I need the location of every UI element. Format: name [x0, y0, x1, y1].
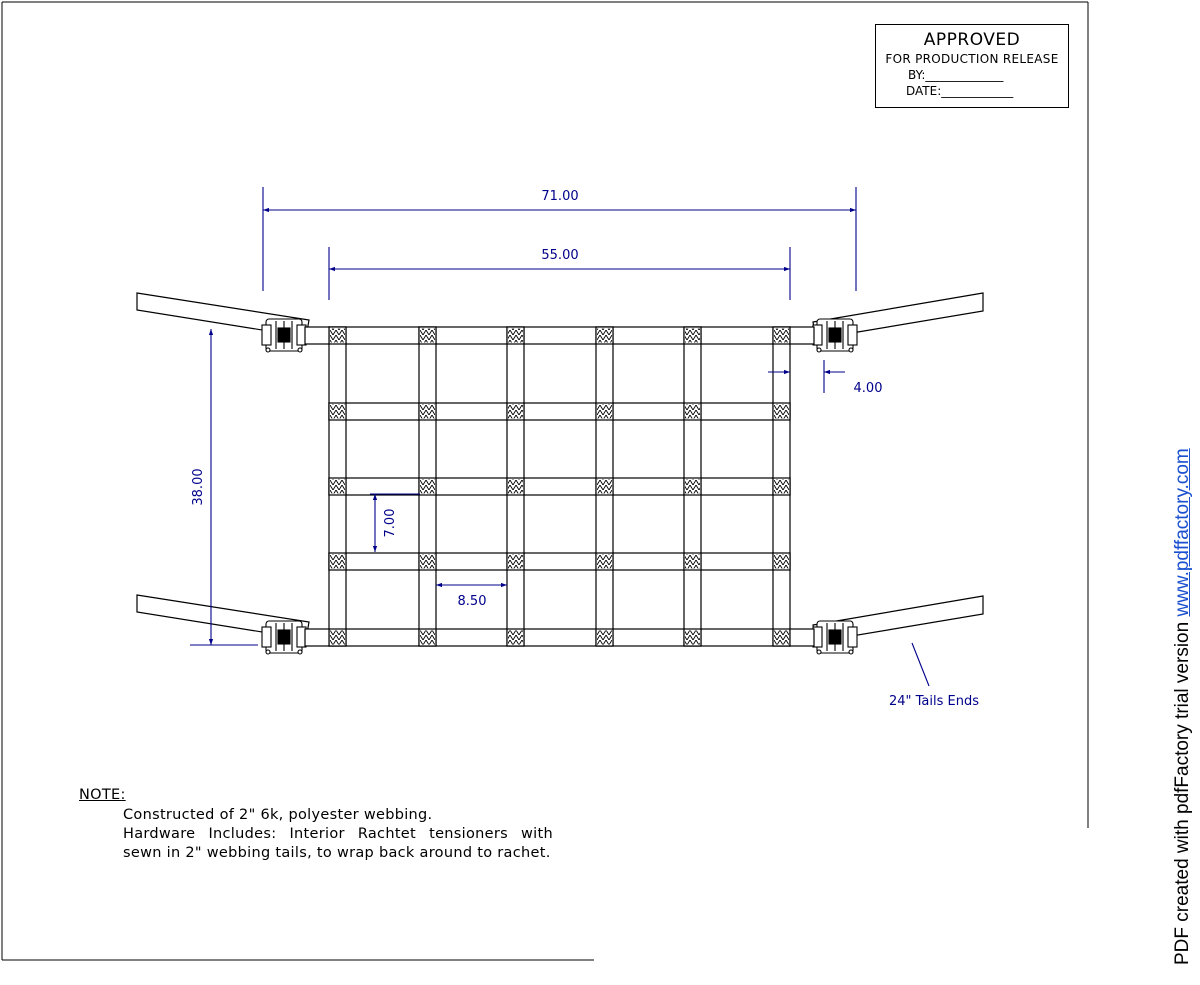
stitch-bartack-5-1: [330, 631, 345, 645]
stitch-bartack-2-6: [774, 405, 789, 419]
stitch-bartack-4-6: [774, 555, 789, 569]
tails-leader: [912, 643, 929, 686]
pdf-watermark: [1172, 448, 1194, 965]
note-body: [123, 806, 553, 863]
horizontal-strap-5: [329, 629, 790, 646]
connector-bottom-right: [790, 629, 814, 646]
stitch-bartack-2-2: [420, 405, 435, 419]
connector-bottom-left: [305, 629, 329, 646]
note-line-hardware: Hardware Includes: Interior Rachtet tensioners with sewn in 2" webbing tails, to wrap back around to rachet.: [123, 826, 553, 861]
ratchet-bottom-right: [813, 621, 857, 654]
stitch-bartack-3-6: [774, 480, 789, 494]
stitch-bartack-2-5: [685, 405, 700, 419]
stitch-bartack-1-2: [420, 329, 435, 343]
stitch-bartack-4-5: [685, 555, 700, 569]
stitch-bartack-3-4: [597, 480, 612, 494]
stitch-bartack-1-3: [508, 329, 523, 343]
horizontal-strap-2: [329, 403, 790, 420]
stitch-bartack-5-4: [597, 631, 612, 645]
stitch-bartack-1-5: [685, 329, 700, 343]
stitch-bartack-3-5: [685, 480, 700, 494]
approval-title: APPROVED: [923, 30, 1021, 50]
ratchet-top-right: [813, 319, 857, 352]
dim-text-55: 55.00: [541, 248, 579, 263]
approval-stamp: [875, 24, 1069, 108]
stitch-bartack-1-4: [597, 329, 612, 343]
stitch-bartack-5-2: [420, 631, 435, 645]
stitch-bartack-3-2: [420, 480, 435, 494]
note-heading: NOTE:: [79, 787, 126, 803]
stitch-bartack-5-5: [685, 631, 700, 645]
stitch-bartack-4-1: [330, 555, 345, 569]
approval-by-field: BY:_____________: [908, 68, 1004, 82]
stitch-bartack-3-3: [508, 480, 523, 494]
tails-callout-text: 24" Tails Ends: [888, 694, 980, 709]
dim-text-4: 4.00: [853, 381, 883, 396]
stitch-bartack-3-1: [330, 480, 345, 494]
stitch-bartack-4-4: [597, 555, 612, 569]
connector-top-right: [790, 327, 814, 344]
dim-text-71: 71.00: [541, 189, 579, 204]
dim-text-7: 7.00: [383, 508, 398, 538]
stitch-bartack-5-6: [774, 631, 789, 645]
stitch-bartack-1-6: [774, 329, 789, 343]
connector-top-left: [305, 327, 329, 344]
dim-text-38: 38.00: [191, 468, 206, 506]
stitch-bartack-2-4: [597, 405, 612, 419]
dim-text-8-5: 8.50: [457, 594, 487, 609]
approval-date-field: DATE:____________: [906, 84, 1014, 98]
watermark-text: PDF created with pdfFactory trial version: [1172, 621, 1193, 965]
horizontal-strap-4: [329, 553, 790, 570]
note-line-construction: Constructed of 2" 6k, polyester webbing.: [123, 807, 433, 823]
stitch-bartack-1-1: [330, 329, 345, 343]
horizontal-strap-3: [329, 478, 790, 495]
stitch-bartack-5-3: [508, 631, 523, 645]
ratchet-top-left: [262, 319, 306, 352]
stitch-bartack-2-3: [508, 405, 523, 419]
ratchet-bottom-left: [262, 621, 306, 654]
watermark-link[interactable]: www.pdffactory.com: [1172, 448, 1193, 617]
stitch-bartack-2-1: [330, 405, 345, 419]
stitch-bartack-4-3: [508, 555, 523, 569]
webbing-grid: [329, 327, 790, 646]
horizontal-strap-1: [329, 327, 790, 344]
stitch-bartack-4-2: [420, 555, 435, 569]
approval-subtitle: FOR PRODUCTION RELEASE: [885, 52, 1059, 66]
